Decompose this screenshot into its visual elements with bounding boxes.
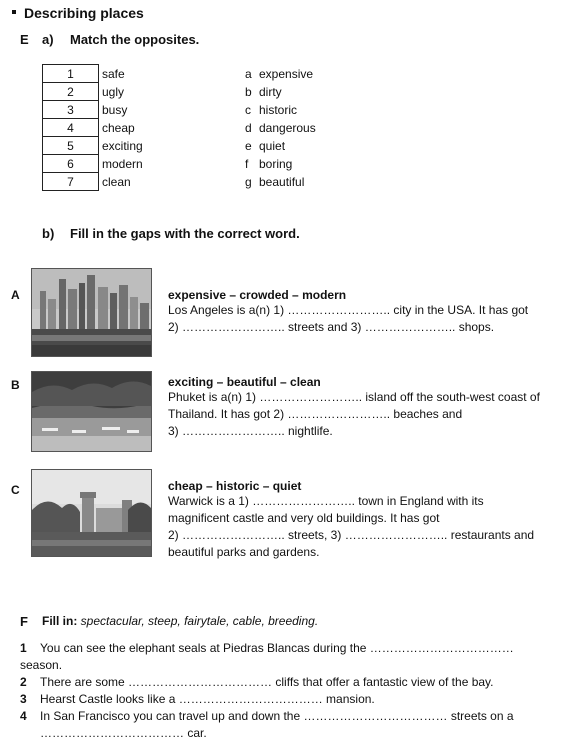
opposite-word: beautiful — [259, 175, 305, 189]
match-word: clean — [102, 175, 131, 189]
opposite-letter: d — [245, 121, 252, 135]
item-c-line: magnificent castle and very old buildings. It has got — [168, 511, 440, 525]
match-word: safe — [102, 67, 125, 81]
opposite-item — [245, 119, 316, 137]
beach-image — [32, 372, 151, 451]
opposite-item — [245, 65, 316, 83]
match-number: 5 — [43, 137, 99, 155]
sentence-text: You can see the elephant seals at Piedras Blancas during the ……………………………… season. — [20, 641, 514, 672]
item-a-text — [168, 288, 548, 336]
section-f-heading-prefix: Fill in: — [42, 614, 78, 628]
sentence-row — [20, 708, 550, 725]
opposite-word: boring — [259, 157, 293, 171]
section-f-sentences — [20, 640, 550, 742]
sentence-row — [20, 691, 550, 708]
section-e-letter: E — [20, 32, 29, 47]
sentence-text: Hearst Castle looks like a ……………………………… mansion. — [40, 692, 375, 706]
part-b-label: b) — [42, 226, 55, 241]
sentence-number: 2 — [20, 675, 27, 689]
match-words-list — [102, 65, 143, 191]
page-title-text: Describing places — [24, 5, 144, 21]
item-b-word-box: exciting – beautiful – clean — [168, 375, 321, 389]
match-number-table — [42, 64, 99, 191]
opposite-letter: f — [245, 157, 249, 171]
item-b-line: 3) …………………….. nightlife. — [168, 424, 333, 438]
opposite-letter: a — [245, 67, 252, 81]
opposite-word: expensive — [259, 67, 314, 81]
opposite-item — [245, 173, 316, 191]
opposite-letter: c — [245, 103, 251, 117]
sentence-number: 3 — [20, 692, 27, 706]
item-a-letter: A — [11, 288, 20, 302]
match-number: 6 — [43, 155, 99, 173]
sentence-text: In San Francisco you can travel up and down the ……………………………… streets on a — [40, 709, 514, 723]
opposite-word: historic — [259, 103, 298, 117]
item-a-line: Los Angeles is a(n) 1) …………………….. city in the USA. It has got — [168, 303, 529, 317]
opposite-item — [245, 155, 316, 173]
warwick-photo — [31, 469, 152, 557]
item-a-line: 2) …………………….. streets and 3) ………………….. shops. — [168, 320, 495, 334]
match-number: 1 — [43, 65, 99, 83]
opposite-letter: b — [245, 85, 252, 99]
item-a-word-box: expensive – crowded – modern — [168, 288, 347, 302]
opposite-word: dirty — [259, 85, 282, 99]
sentence-row — [20, 674, 550, 691]
page-title — [12, 5, 144, 21]
match-number: 7 — [43, 173, 99, 191]
sentence-text: ……………………………… car. — [40, 726, 207, 740]
opposite-word: dangerous — [259, 121, 316, 135]
opposite-item — [245, 83, 316, 101]
opposite-word: quiet — [259, 139, 286, 153]
item-b-line: Phuket is a(n) 1) …………………….. island off the south-west coast of — [168, 390, 540, 404]
sentence-row — [20, 725, 550, 742]
section-f-letter: F — [20, 614, 28, 629]
match-word: cheap — [102, 121, 135, 135]
bullet-icon — [12, 10, 16, 14]
opposite-letter: g — [245, 175, 252, 189]
match-word: ugly — [102, 85, 125, 99]
castle-image — [32, 470, 151, 556]
city-skyline-image — [32, 269, 151, 356]
sentence-number: 1 — [20, 641, 27, 655]
item-b-letter: B — [11, 378, 20, 392]
item-b-line: Thailand. It has got 2) …………………….. beaches and — [168, 407, 463, 421]
match-word: busy — [102, 103, 128, 117]
opposites-list — [245, 65, 316, 191]
sentence-number: 4 — [20, 709, 27, 723]
match-number: 3 — [43, 101, 99, 119]
part-a-label: a) — [42, 32, 54, 47]
item-b-text — [168, 375, 553, 440]
item-c-line: beautiful parks and gardens. — [168, 545, 320, 559]
opposite-item — [245, 137, 316, 155]
item-c-text — [168, 479, 553, 561]
los-angeles-photo — [31, 268, 152, 357]
sentence-text: There are some ……………………………… cliffs that offer a fantastic view of the bay. — [40, 675, 494, 689]
sentence-row — [20, 640, 550, 674]
phuket-photo — [31, 371, 152, 452]
section-f-heading — [42, 614, 318, 628]
item-c-line: Warwick is a 1) …………………….. town in England with its — [168, 494, 484, 508]
opposite-item — [245, 101, 316, 119]
item-c-letter: C — [11, 483, 20, 497]
match-number: 2 — [43, 83, 99, 101]
part-a-heading: Match the opposites. — [70, 32, 200, 47]
item-c-word-box: cheap – historic – quiet — [168, 479, 302, 493]
section-f-word-list: spectacular, steep, fairytale, cable, breeding. — [80, 614, 319, 628]
match-word: exciting — [102, 139, 143, 153]
opposite-letter: e — [245, 139, 252, 153]
match-number: 4 — [43, 119, 99, 137]
part-b-heading: Fill in the gaps with the correct word. — [70, 226, 300, 241]
match-word: modern — [102, 157, 143, 171]
item-c-line: 2) …………………….. streets, 3) …………………….. restaurants and — [168, 528, 535, 542]
